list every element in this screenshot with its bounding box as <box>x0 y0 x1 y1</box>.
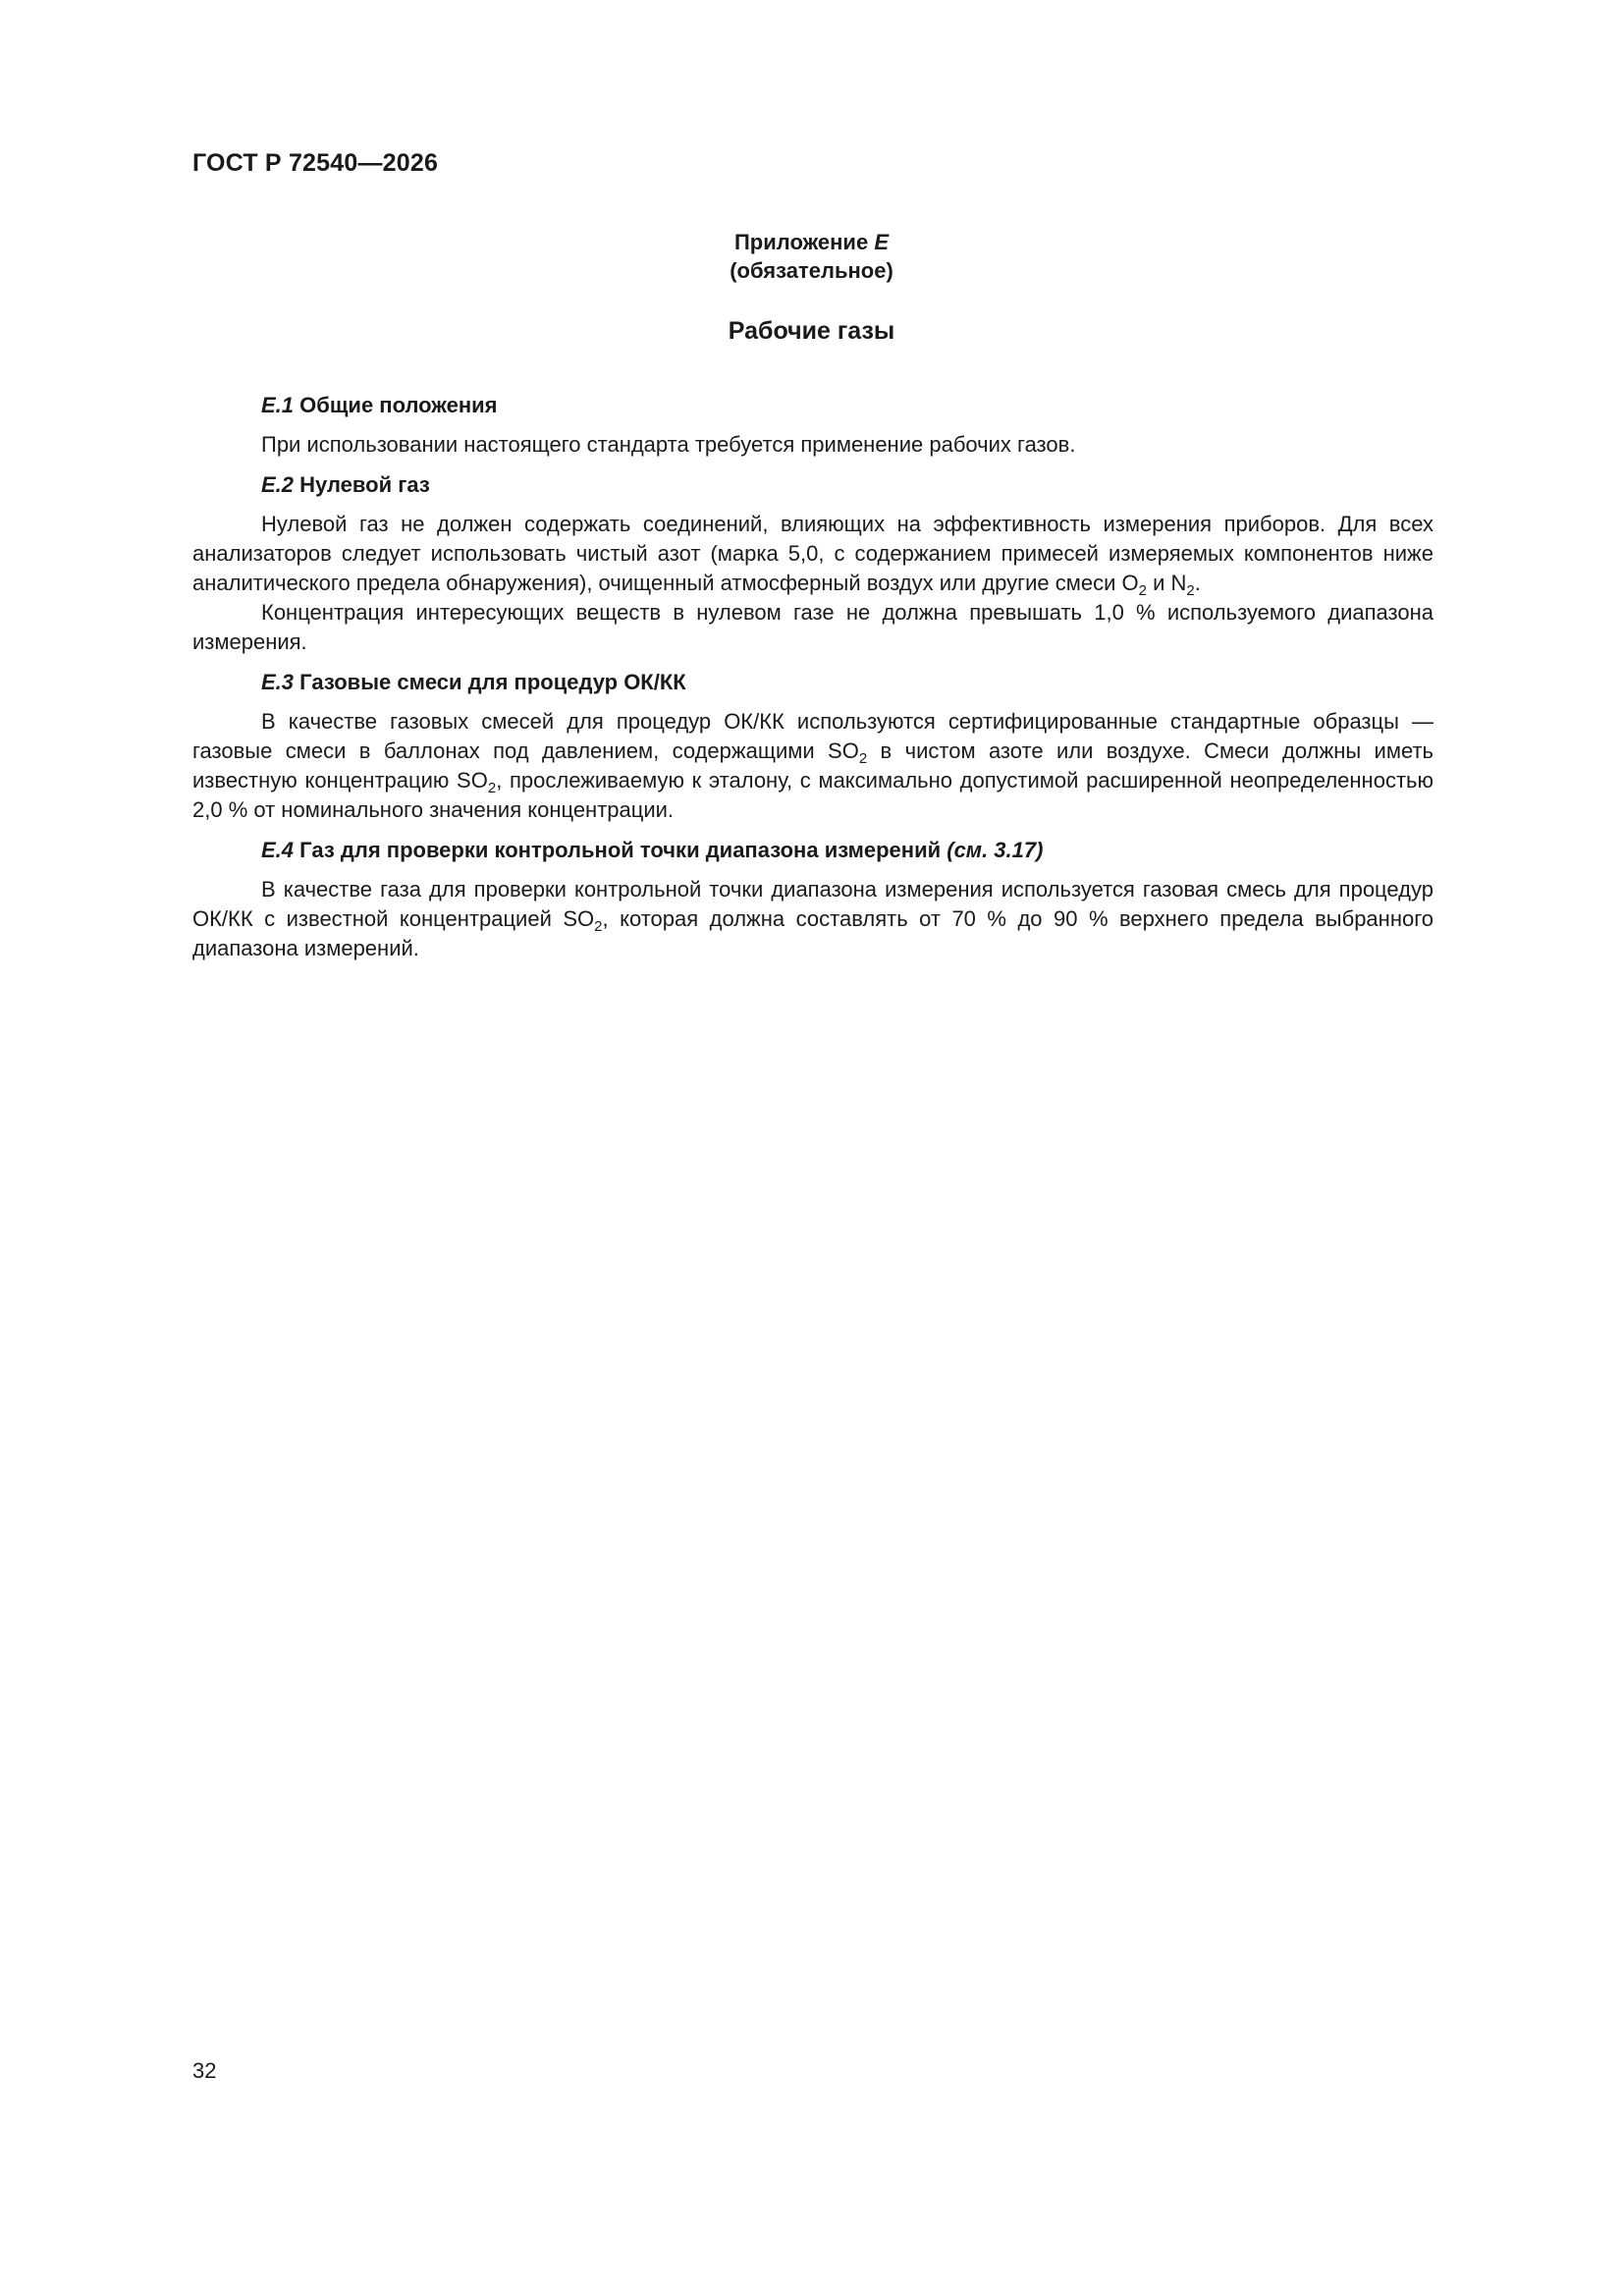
section-heading-e2 <box>192 470 1434 500</box>
section-number: Е.3 <box>261 670 295 694</box>
section-title: Нулевой газ <box>299 472 430 497</box>
annex-letter: Е <box>874 230 889 254</box>
subscript: 2 <box>1138 582 1147 599</box>
annex-label-line <box>0 228 1623 256</box>
paragraph <box>192 707 1434 825</box>
section-title: Общие положения <box>299 393 498 417</box>
paragraph <box>192 510 1434 598</box>
subscript: 2 <box>487 780 497 796</box>
page-number: 32 <box>192 2058 217 2083</box>
section-heading-e1 <box>192 391 1434 420</box>
annex-status: (обязательное) <box>730 258 893 283</box>
section-heading-e3 <box>192 668 1434 697</box>
subscript: 2 <box>594 918 603 935</box>
document-body <box>192 391 1434 963</box>
section-number: Е.2 <box>261 472 295 497</box>
page-header: ГОСТ Р 72540—2026 <box>192 149 439 177</box>
paragraph-text: , прослеживаемую к эталону, с максимально допустимой расширенной неопределенностью 2,0 % от номинального значения концентрации. <box>192 768 1434 822</box>
paragraph-text: . <box>1194 571 1201 595</box>
section-title: Газовые смеси для процедур ОК/КК <box>299 670 686 694</box>
subscript: 2 <box>858 750 868 767</box>
paragraph-text: , которая должна составлять от 70 % до 90 % верхнего предела выбранного диапазона измерений. <box>192 906 1434 960</box>
section-number: Е.1 <box>261 393 295 417</box>
paragraph-text: и N <box>1146 571 1187 595</box>
paragraph: При использовании настоящего стандарта требуется применение рабочих газов. <box>261 432 1076 457</box>
paragraph-text: в чистом азоте или воздухе. Смеси должны иметь известную концентрацию SO <box>192 738 1434 793</box>
paragraph-text: В качестве газа для проверки контрольной точки диапазона измерения используется газовая смесь для процедур ОК/КК с известной концентрацией SO <box>192 877 1434 931</box>
section-number: Е.4 <box>261 838 295 862</box>
paragraph <box>192 875 1434 963</box>
annex-title: Рабочие газы <box>728 317 895 345</box>
section-reference: (см. 3.17) <box>947 838 1044 862</box>
paragraph: Концентрация интересующих веществ в нулевом газе не должна превышать 1,0 % используемого диапазона измерения. <box>192 600 1434 654</box>
annex-label: Приложение <box>733 230 869 254</box>
annex-heading <box>0 228 1623 285</box>
section-heading-e4 <box>192 836 1434 865</box>
paragraph-text: Нулевой газ не должен содержать соединений, влияющих на эффективность измерения приборов. Для всех анализаторов следует использовать чистый азот (марка 5,0, с содержанием примесей измеряемых компонентов ниже аналитического предела обнаружения), очищенный атмосферный воздух или другие смеси O <box>192 512 1434 595</box>
paragraph-text: В качестве газовых смесей для процедур ОК/КК используются сертифицированные стандартные образцы — газовые смеси в баллонах под давлением, содержащими SO <box>192 709 1434 763</box>
subscript: 2 <box>1186 582 1195 599</box>
section-title: Газ для проверки контрольной точки диапазона измерений <box>299 838 942 862</box>
